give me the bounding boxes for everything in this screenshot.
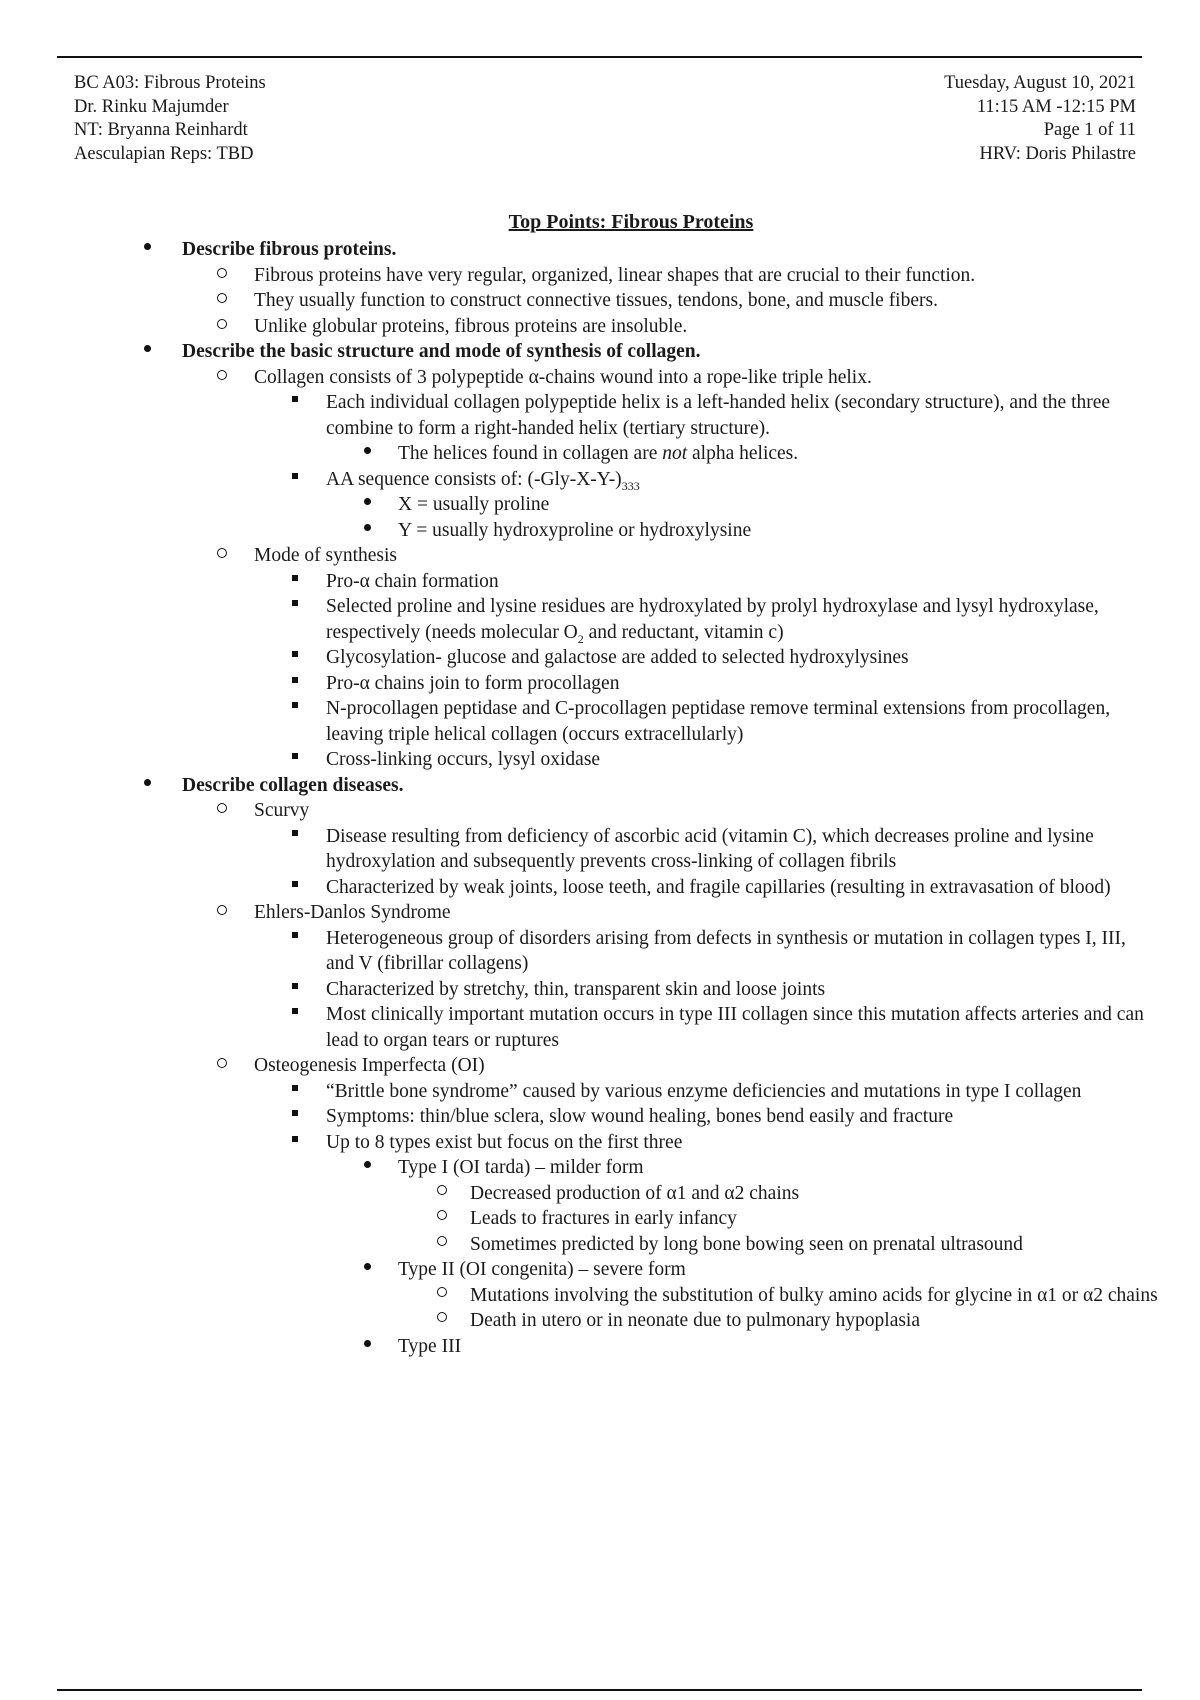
list-item-text: AA sequence consists of: $(-Gly-X-Y-)_{333}$ [326, 468, 640, 493]
list-item-text: Characterized by stretchy, thin, transparent skin and loose joints [326, 978, 826, 1000]
list-item-text: Fibrous proteins have very regular, organized, linear shapes that are crucial to their function. [254, 264, 976, 286]
circle-bullet-icon [217, 803, 227, 813]
list-item [0, 824, 1200, 875]
list-item [0, 1053, 1200, 1079]
list-item [0, 1002, 1200, 1053]
list-item-text: Collagen consists of 3 polypeptide α-chains wound into a rope-like triple helix. [254, 366, 872, 388]
circle-bullet-icon [437, 1210, 447, 1220]
list-item-text: Pro-α chains join to form procollagen [326, 672, 620, 694]
list-item-text: Scurvy [254, 800, 310, 821]
list-item-text: Selected proline and lysine residues are hydroxylated by prolyl hydroxylase and lysyl hydroxylase, respectively (needs molecular $O_2$ and reductant, vitamin c) [326, 596, 1099, 646]
list-item-text: Leads to fractures in early infancy [470, 1208, 737, 1229]
list-item-text: They usually function to construct connective tissues, tendons, bone, and muscle fibers. [254, 290, 938, 311]
list-item [0, 390, 1200, 441]
square-bullet-icon [292, 1008, 298, 1014]
square-bullet-icon [292, 830, 298, 836]
list-item-text: Y = usually hydroxyproline or hydroxylysine [398, 519, 752, 541]
list-item-text: Characterized by weak joints, loose teeth, and fragile capillaries (resulting in extravasation of blood) [326, 876, 1111, 898]
circle-bullet-icon [437, 1312, 447, 1322]
list-item [0, 900, 1200, 926]
list-item [0, 875, 1200, 901]
list-item [0, 543, 1200, 569]
list-item [0, 569, 1200, 595]
bottom-rule [57, 1689, 1142, 1691]
circle-bullet-icon [437, 1287, 447, 1297]
list-item [0, 492, 1200, 518]
list-item [0, 467, 1200, 493]
list-item [0, 594, 1200, 645]
list-item [0, 518, 1200, 544]
list-item-text: Osteogenesis Imperfecta (OI) [254, 1055, 485, 1076]
page-number: Page 1 of 11 [1043, 120, 1136, 140]
square-bullet-icon [292, 677, 298, 683]
reviewer: HRV: Doris Philastre [979, 143, 1136, 164]
list-item-text: Mode of synthesis [254, 545, 397, 566]
list-item [0, 1232, 1200, 1258]
circle-bullet-icon [217, 268, 227, 278]
circle-bullet-icon [437, 1185, 447, 1195]
list-item-text: Mutations involving the substitution of bulky amino acids for glycine in α1 or α2 chains [470, 1284, 1158, 1306]
list-item-text: Unlike globular proteins, fibrous proteins are insoluble. [254, 315, 688, 337]
square-bullet-icon [292, 702, 298, 708]
list-item [0, 1206, 1200, 1232]
list-item [0, 441, 1200, 467]
list-item-text: N-procollagen peptidase and C-procollagen peptidase remove terminal extensions from procollagen, leaving triple helical collagen (occurs extracellularly) [326, 698, 1111, 745]
circle-bullet-icon [217, 905, 227, 915]
square-bullet-icon [292, 881, 298, 887]
square-bullet-icon [292, 983, 298, 989]
list-item [0, 773, 1200, 799]
reps: Aesculapian Reps: TBD [74, 143, 254, 164]
list-item-text: Cross-linking occurs, lysyl oxidase [326, 749, 601, 770]
list-item [0, 696, 1200, 747]
circle-bullet-icon [437, 1236, 447, 1246]
list-item [0, 926, 1200, 977]
lecture-date: Tuesday, August 10, 2021 [944, 73, 1136, 93]
list-item [0, 1257, 1200, 1283]
list-item [0, 798, 1200, 824]
list-item-text: Type III [398, 1335, 462, 1357]
circle-bullet-icon [217, 293, 227, 303]
list-item [0, 1334, 1200, 1360]
circle-bullet-icon [217, 1058, 227, 1068]
list-item [0, 339, 1200, 365]
list-item [0, 263, 1200, 289]
list-item [0, 671, 1200, 697]
list-item-text: Heterogeneous group of disorders arising from defects in synthesis or mutation in collagen types I, III, and V (fibrillar collagens) [326, 927, 1126, 974]
list-item [0, 645, 1200, 671]
bullet-icon [364, 498, 371, 505]
list-item-text: Symptoms: thin/blue sclera, slow wound healing, bones bend easily and fracture [326, 1106, 954, 1127]
list-item-text: Up to 8 types exist but focus on the first three [326, 1131, 683, 1153]
square-bullet-icon [292, 1085, 298, 1091]
list-item [0, 1308, 1200, 1334]
circle-bullet-icon [217, 319, 227, 329]
bullet-icon [364, 1263, 371, 1270]
circle-bullet-icon [217, 370, 227, 380]
bullet-icon [364, 1161, 371, 1168]
bullet-icon [364, 447, 371, 454]
circle-bullet-icon [217, 548, 227, 558]
course-code: BC A03: Fibrous Proteins [74, 73, 266, 93]
square-bullet-icon [292, 575, 298, 581]
bullet-icon [364, 524, 371, 531]
list-item [0, 288, 1200, 314]
list-item [0, 977, 1200, 1003]
list-item-text: “Brittle bone syndrome” caused by various enzyme deficiencies and mutations in type I collagen [326, 1080, 1082, 1102]
lecturer: Dr. Rinku Majumder [74, 96, 229, 117]
list-item [0, 1079, 1200, 1105]
list-item [0, 747, 1200, 773]
square-bullet-icon [292, 1110, 298, 1116]
note-taker: NT: Bryanna Reinhardt [74, 120, 248, 140]
list-item-text: Glycosylation- glucose and galactose are added to selected hydroxylysines [326, 647, 909, 668]
bullet-icon [144, 779, 151, 786]
section-heading: Describe the basic structure and mode of synthesis of collagen. [182, 341, 701, 362]
list-item [0, 1104, 1200, 1130]
square-bullet-icon [292, 932, 298, 938]
list-item [0, 1155, 1200, 1181]
list-item [0, 365, 1200, 391]
list-item-text: Sometimes predicted by long bone bowing seen on prenatal ultrasound [470, 1233, 1023, 1255]
square-bullet-icon [292, 651, 298, 657]
bullet-icon [144, 243, 151, 250]
square-bullet-icon [292, 600, 298, 606]
list-item [0, 314, 1200, 340]
list-item-text: X = usually proline [398, 494, 550, 515]
bullet-icon [364, 1340, 371, 1347]
list-item-text: The helices found in collagen are not alpha helices. [398, 443, 799, 464]
list-item [0, 1283, 1200, 1309]
list-item-text: Death in utero or in neonate due to pulmonary hypoplasia [470, 1310, 921, 1331]
bullet-icon [144, 345, 151, 352]
lecture-time: 11:15 AM -12:15 PM [976, 96, 1136, 117]
top-rule [57, 56, 1142, 58]
square-bullet-icon [292, 473, 298, 479]
section-heading: Describe fibrous proteins. [182, 239, 397, 260]
list-item [0, 1130, 1200, 1156]
header-right [944, 72, 1136, 166]
list-item-text: Pro-α chain formation [326, 570, 499, 592]
outline [0, 237, 1200, 1359]
list-item [0, 237, 1200, 263]
square-bullet-icon [292, 1136, 298, 1142]
square-bullet-icon [292, 753, 298, 759]
header-left [74, 72, 266, 166]
list-item-text: Type II (OI congenita) – severe form [398, 1259, 686, 1280]
section-heading: Describe collagen diseases. [182, 774, 404, 796]
list-item-text: Most clinically important mutation occurs in type III collagen since this mutation affects arteries and can lead to organ tears or ruptures [326, 1004, 1144, 1051]
list-item-text: Ehlers-Danlos Syndrome [254, 902, 451, 923]
page-title: Top Points: Fibrous Proteins [508, 211, 754, 233]
square-bullet-icon [292, 396, 298, 402]
list-item-text: Type I (OI tarda) – milder form [398, 1157, 644, 1178]
list-item-text: Decreased production of α1 and α2 chains [470, 1182, 800, 1204]
list-item-text: Each individual collagen polypeptide helix is a left-handed helix (secondary structure), and the three combine to form a right-handed helix (tertiary structure). [326, 392, 1111, 439]
list-item-text: Disease resulting from deficiency of ascorbic acid (vitamin C), which decreases proline and lysine hydroxylation and subsequently prevents cross-linking of collagen fibrils [326, 825, 1094, 872]
list-item [0, 1181, 1200, 1207]
